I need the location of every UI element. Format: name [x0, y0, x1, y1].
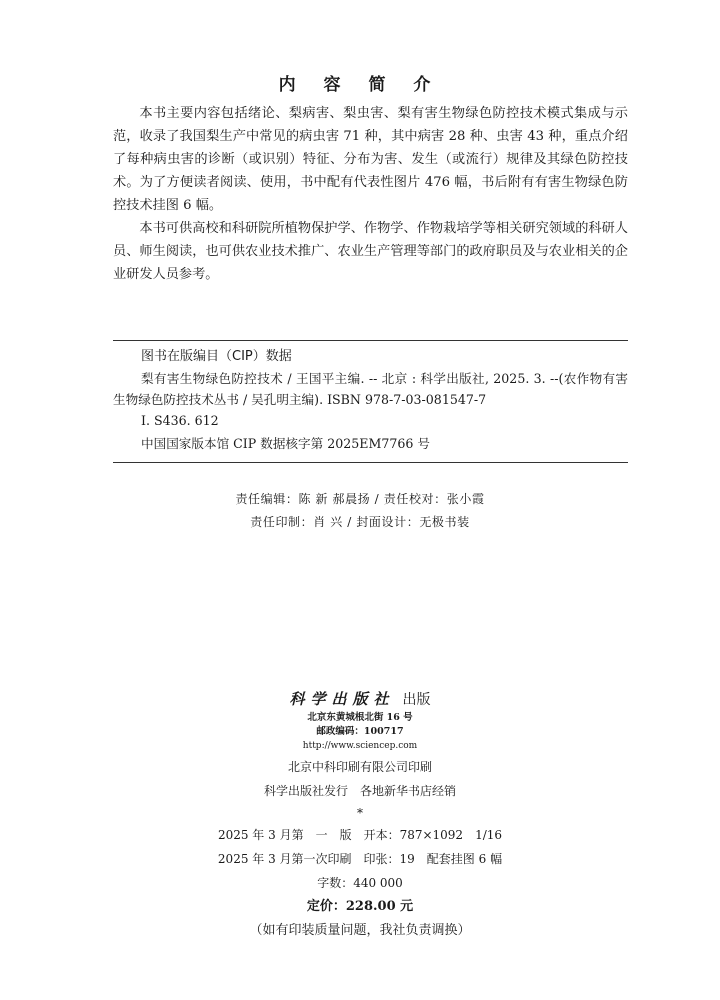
credits-line-2: 责任印制：肖 兴 / 封面设计：无极书装 [250, 515, 470, 529]
publisher-block [0, 688, 720, 753]
publisher-url: http://www.sciencep.com [302, 741, 418, 751]
publisher-postcode: 邮政编码：100717 [316, 726, 404, 737]
price-line: 定价：228.00 元 [306, 899, 414, 914]
cip-title: 图书在版编目（CIP）数据 [141, 349, 292, 364]
separator-star: * [357, 806, 363, 820]
edition-line: 2025 年 3 月第 一 版 开本：787×1092 1/16 [217, 828, 503, 842]
printing-info [0, 755, 720, 943]
cip-classification: Ⅰ. S436. 612 [141, 413, 219, 428]
intro-paragraph-1: 本书主要内容包括绪论、梨病害、梨虫害、梨有害生物绿色防控技术模式集成与示范，收录了我国梨生产中常见的病虫害 71 种，其中病害 28 种、虫害 43 种，重点介绍了每种病虫害的诊断（或识别）特征、分布为害、发生（或流行）规律及其绿色防控技术。为了方便读者阅读、使用，书中配有代表性图片 476 幅，书后附有有害生物绿色防控技术挂图 6 幅。 [113, 106, 628, 213]
publisher-verb: 出版 [402, 692, 431, 708]
intro-heading: 内 容 简 介 [278, 75, 442, 95]
publisher-address: 北京东黄城根北街 16 号 [307, 712, 413, 723]
cip-data-number: 中国国家版本馆 CIP 数据核字第 2025EM7766 号 [141, 436, 431, 451]
editorial-credits [0, 488, 720, 534]
distribution-line: 科学出版社发行 各地新华书店经销 [263, 784, 456, 798]
cip-entry: 梨有害生物绿色防控技术 / 王国平主编. -- 北京 : 科学出版社, 2025. 3. --(农作物有害生物绿色防控技术丛书 / 吴孔明主编). ISBN 978-7-03-081547-7 [113, 371, 628, 407]
publisher-logo: 科学出版社 [289, 690, 395, 708]
intro-text [113, 102, 628, 286]
word-count-line: 字数：440 000 [317, 876, 403, 890]
intro-paragraph-2: 本书可供高校和科研院所植物保护学、作物学、作物栽培学等相关研究领域的科研人员、师生阅读，也可供农业技术推广、农业生产管理等部门的政府职员及与农业相关的企业研发人员参考。 [113, 221, 628, 282]
quality-note: （如有印装质量问题，我社负责调换） [249, 923, 471, 938]
impression-line: 2025 年 3 月第一次印刷 印张：19 配套挂图 6 幅 [217, 852, 503, 866]
publisher-line [0, 688, 720, 711]
cip-block [113, 340, 628, 463]
printer-line: 北京中科印刷有限公司印刷 [287, 760, 432, 774]
credits-line-1: 责任编辑：陈 新 郝晨扬 / 责任校对：张小霞 [235, 492, 485, 506]
